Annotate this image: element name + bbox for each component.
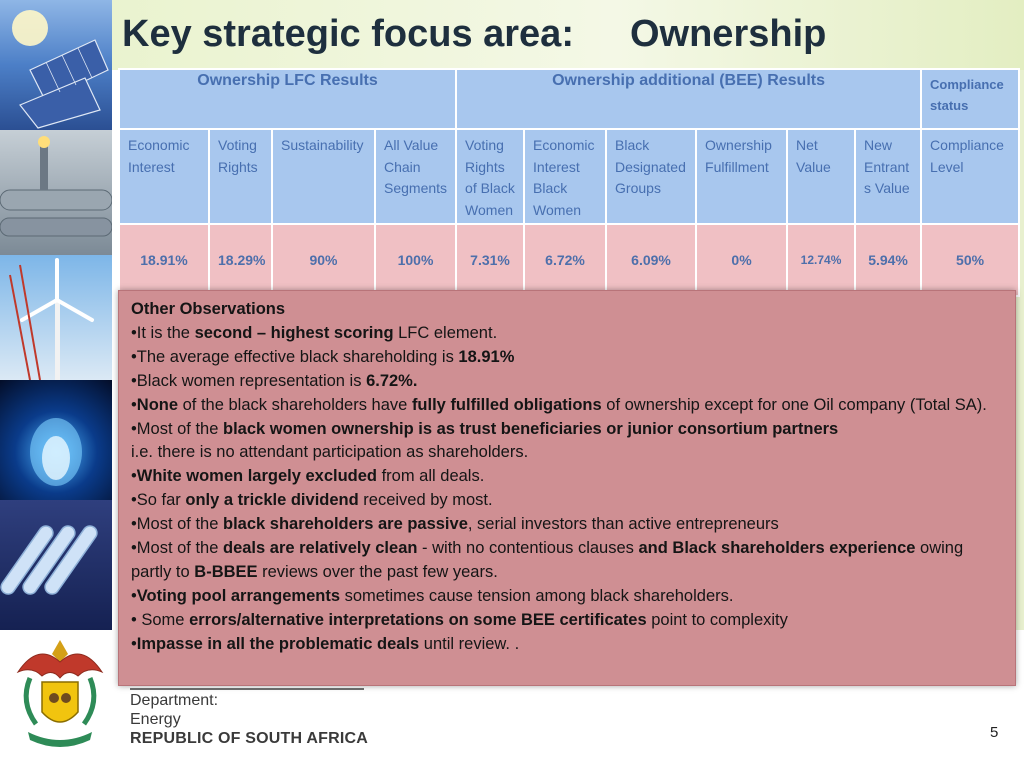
table-cell: 100% bbox=[375, 224, 456, 296]
title-part1: Key strategic focus area: bbox=[122, 13, 574, 55]
column-header: New Entrant s Value bbox=[855, 129, 921, 224]
pipeline-image bbox=[0, 130, 112, 255]
results-table bbox=[118, 68, 1020, 297]
table-cell: 6.72% bbox=[524, 224, 606, 296]
table-group-header-row bbox=[119, 69, 1019, 129]
coat-of-arms-icon bbox=[8, 632, 112, 750]
column-header: Voting Rights of Black Women bbox=[456, 129, 524, 224]
column-header: Ownership Fulfillment bbox=[696, 129, 787, 224]
republic-label: REPUBLIC OF SOUTH AFRICA bbox=[130, 730, 368, 747]
observation-item: •Voting pool arrangements sometimes cause tension among black shareholders. bbox=[131, 586, 734, 605]
observations-heading: Other Observations bbox=[131, 300, 286, 318]
page-number: 5 bbox=[990, 724, 999, 741]
gas-flame-image bbox=[0, 380, 112, 500]
observation-item: •Most of the black shareholders are passive, serial investors than active entrepreneurs bbox=[131, 515, 779, 534]
table-column-header-row bbox=[119, 129, 1019, 224]
solar-panel-image bbox=[0, 0, 112, 130]
table-value-row bbox=[119, 224, 1019, 296]
image-strip bbox=[0, 0, 112, 630]
wind-turbine-image bbox=[0, 255, 112, 380]
observations-box bbox=[118, 290, 1016, 686]
observation-item: •The average effective black shareholding is 18.91% bbox=[131, 347, 515, 366]
observation-item: i.e. there is no attendant participation as shareholders. bbox=[131, 443, 529, 462]
column-header: Sustainability bbox=[272, 129, 375, 224]
column-header: All Value Chain Segments bbox=[375, 129, 456, 224]
department-line: Department: bbox=[130, 692, 219, 709]
column-header: Economic Interest bbox=[119, 129, 209, 224]
observation-item: •None of the black shareholders have fully fulfilled obligations of ownership except for one Oil company (Total SA). bbox=[131, 395, 987, 414]
column-header: Black Designated Groups bbox=[606, 129, 696, 224]
observations-list bbox=[131, 322, 1003, 657]
column-header: Net Value bbox=[787, 129, 855, 224]
observation-item: •So far only a trickle dividend received by most. bbox=[131, 491, 493, 510]
table-cell: 6.09% bbox=[606, 224, 696, 296]
department-name: Energy bbox=[130, 711, 181, 728]
title-part2: Ownership bbox=[629, 13, 827, 55]
column-header: Voting Rights bbox=[209, 129, 272, 224]
table-cell: 12.74% bbox=[787, 224, 855, 296]
table-cell: 90% bbox=[272, 224, 375, 296]
observation-item: •White women largely excluded from all deals. bbox=[131, 467, 485, 486]
group-compliance-status: Compliance status bbox=[921, 69, 1019, 129]
observation-item: •Most of the black women ownership is as trust beneficiaries or junior consortium partners bbox=[131, 419, 839, 438]
table-cell: 7.31% bbox=[456, 224, 524, 296]
slide-title bbox=[122, 6, 1002, 66]
table-cell: 18.91% bbox=[119, 224, 209, 296]
table-cell: 50% bbox=[921, 224, 1019, 296]
column-header: Economic Interest Black Women bbox=[524, 129, 606, 224]
table-cell: 0% bbox=[696, 224, 787, 296]
footer-divider bbox=[130, 688, 364, 690]
observation-item: •Most of the deals are relatively clean - with no contentious clauses and Black shareholders experience owing partly to B-BBEE reviews over the past few years. bbox=[131, 539, 964, 581]
group-bee-results: Ownership additional (BEE) Results bbox=[456, 69, 921, 129]
column-header: Compliance Level bbox=[921, 129, 1019, 224]
observation-item: •It is the second – highest scoring LFC element. bbox=[131, 323, 498, 342]
table-cell: 5.94% bbox=[855, 224, 921, 296]
group-lfc-results: Ownership LFC Results bbox=[119, 69, 456, 129]
observation-item: •Impasse in all the problematic deals until review. . bbox=[131, 634, 520, 653]
fluorescent-bulb-image bbox=[0, 500, 112, 630]
observation-item: • Some errors/alternative interpretations on some BEE certificates point to complexity bbox=[131, 610, 788, 629]
observation-item: •Black women representation is 6.72%. bbox=[131, 371, 418, 390]
department-label bbox=[130, 691, 368, 748]
table-cell: 18.29% bbox=[209, 224, 272, 296]
